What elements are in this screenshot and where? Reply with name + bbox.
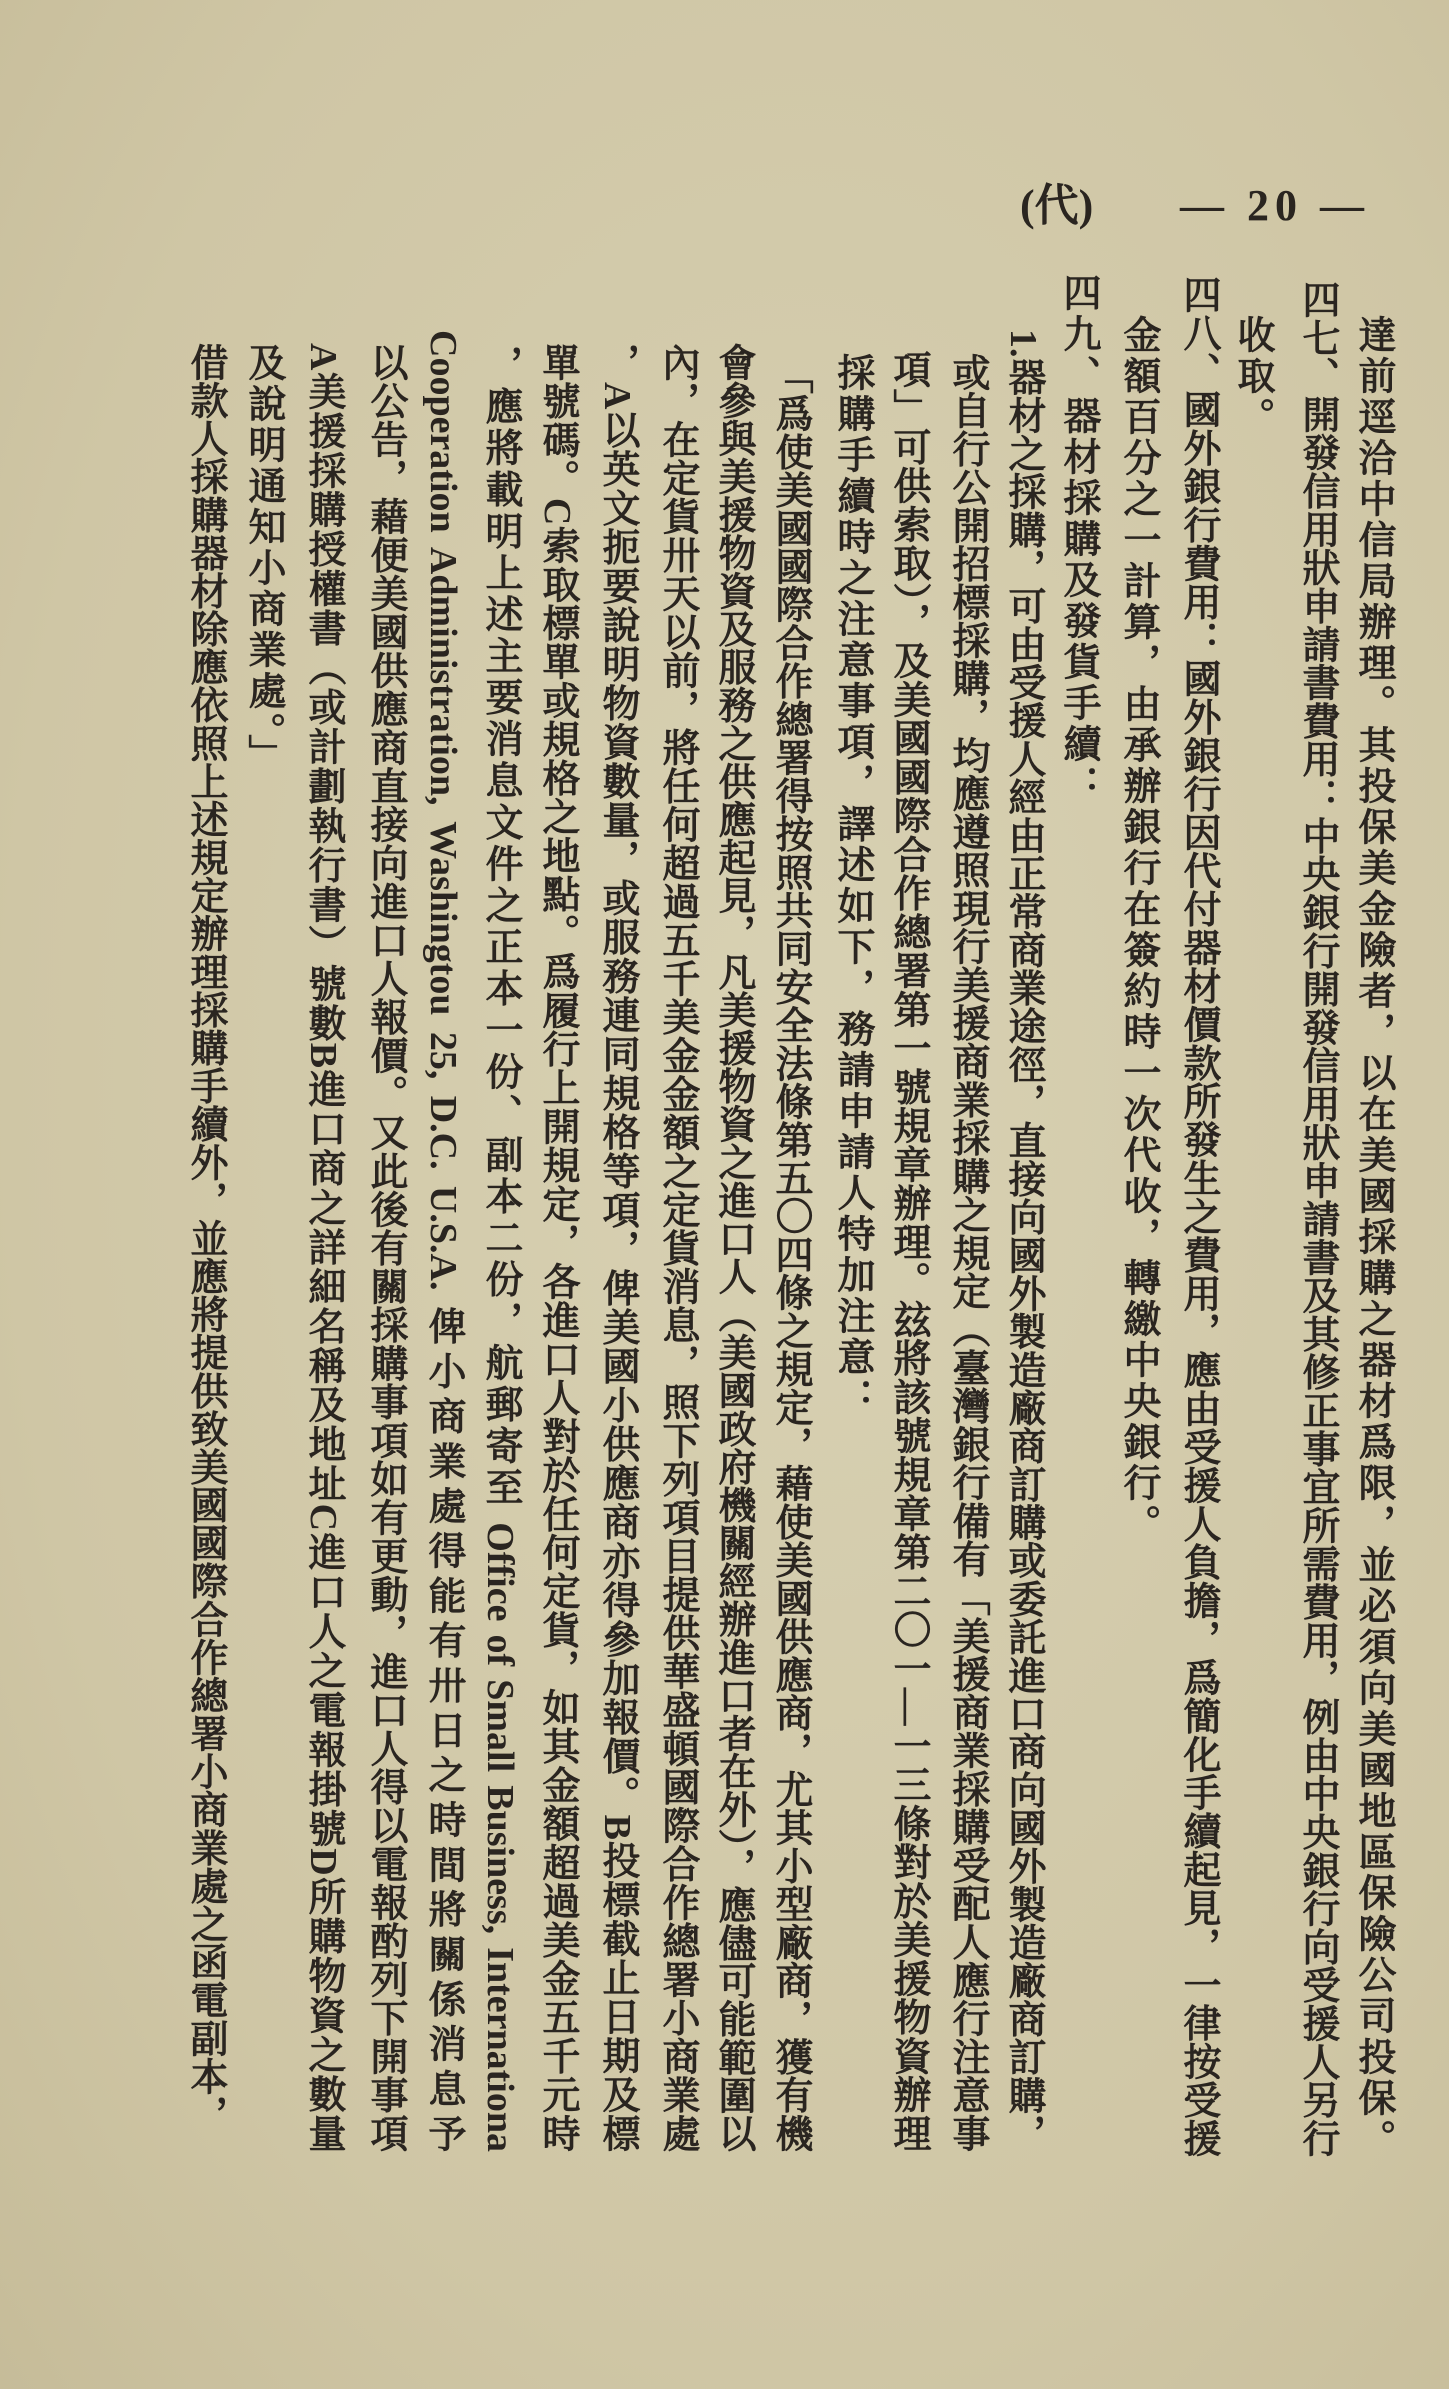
clause-49-heading: 四九、器材採購及發貨手續： xyxy=(1057,273,1099,806)
section-label: (代) xyxy=(1020,181,1094,230)
text-column: 或自行公開招標採購，均應遵照現行美援商業採購之規定（臺灣銀行備有「美援商業採購受配人應行注意事 xyxy=(946,353,988,2152)
quotation-text: 會參與美援物資及服務之供應起見，凡美援物資之進口人（美國政府機關經辦進口者在外），應儘可能範圍以 xyxy=(712,343,754,2152)
quotation-text: 單號碼。C索取標單或規格之地點。爲履行上開規定，各進口人對於任何定貨，如其金額超過美金五千元時 xyxy=(536,343,578,2152)
text-column: 收取。 xyxy=(1231,315,1273,438)
text-column: 採購手續時之注意事項，譯述如下，務請申請人特加注意： xyxy=(831,353,873,1419)
quotation-text: ，應將載明上述主要消息文件之正本一份、副本二份，航郵寄至 Office of Small Business, Internationa xyxy=(479,345,521,2152)
quotation-text: 以公告，藉便美國供應商直接向進口人報價。又此後有關採購事項如有更動，進口人得以電報酌列下開事項 xyxy=(364,343,406,2152)
clause-47: 四七、開發信用狀申請書費用：中央銀行開發信用狀申請書及其修正事宜所需費用，例由中央銀行向受援人另行 xyxy=(1296,280,1338,2157)
text-column: 項」可供索取），及美國國際合作總署第一號規章辦理。玆將該號規章第二〇一—一三條對於美援物資辦理 xyxy=(887,350,929,2152)
quotation-text: 「爲使美國國際合作總署得按照共同安全法條第五〇四條之規定，藉使美國供應商，尤其小型廠商，獲有機 xyxy=(769,356,811,2152)
text-column: 金額百分之一計算，由承辦銀行在簽約時一次代收，轉繳中央銀行。 xyxy=(1117,315,1159,1545)
quotation-text: Cooperation Administration, Washingtou 25, D.C. U.S.A. 俾小商業處得能有卅日之時間將關係消息予 xyxy=(422,330,464,2152)
clause-48: 四八、國外銀行費用：國外銀行因代付器材價款所發生之費用，應由受援人負擔，爲簡化手續起見，一律按受援 xyxy=(1177,275,1219,2157)
item-1: 1.器材之採購，可由受援人經由正常商業途徑，直接向國外製造廠商訂購或委託進口商向國外製造廠商訂購， xyxy=(1002,329,1044,2152)
page-number: — 20 — xyxy=(1180,181,1370,230)
text-column: 達前逕洽中信局辦理。其投保美金險者，以在美國採購之器材爲限，並必須向美國地區保險公司投保。 xyxy=(1352,315,1394,2160)
quotation-text: ，A以英文扼要說明物資數量，或服務連同規格等項，俾美國小供應商亦得參加報價。B投標截止日期及標 xyxy=(596,343,638,2152)
quotation-end: 及說明通知小商業處。」 xyxy=(242,343,284,775)
text-column: 借款人採購器材除應依照上述規定辦理採購手續外，並應將提供致美國國際合作總署小商業處之函電副本， xyxy=(184,343,226,2133)
quotation-text: 內，在定貨卅天以前，將任何超過五千美金金額之定貨消息，照下列項目提供華盛頓國際合作總署小商業處 xyxy=(656,343,698,2152)
quotation-text: A美援採購授權書（或計劃執行書）號數B進口商之詳細名稱及地址C進口人之電報掛號D所購物資之數量 xyxy=(302,343,344,2152)
